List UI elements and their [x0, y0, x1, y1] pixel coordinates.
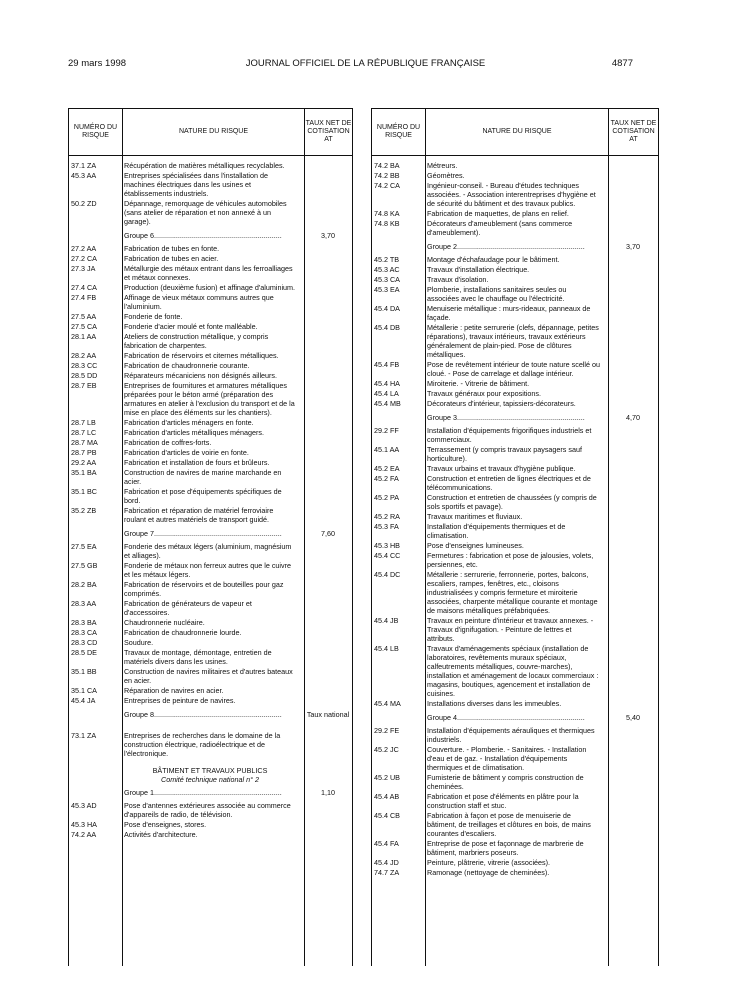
risk-description: Soudure.	[124, 638, 154, 647]
risk-code: 74.7 ZA	[374, 868, 400, 877]
risk-code: 28.7 LC	[71, 428, 97, 437]
risk-code: 28.3 BA	[71, 618, 97, 627]
group-row	[69, 706, 352, 723]
risk-description: Fabrication de tubes en acier.	[124, 254, 219, 263]
risk-code: 29.2 FF	[374, 426, 399, 435]
risk-code: 45.4 JB	[374, 616, 399, 625]
risk-code: 45.4 LA	[374, 389, 399, 398]
risk-description: Fonderie d'acier moulé et fonte malléable.	[124, 322, 258, 331]
risk-description: Travaux en peinture d'intérieur et travaux annexes. - Travaux d'ignifugation. - Peinture de lettres et attributs.	[427, 616, 594, 643]
table-row	[69, 599, 352, 617]
risk-code: 27.3 JA	[71, 264, 96, 273]
table-row	[69, 506, 352, 524]
table-header	[69, 109, 352, 156]
table-row	[69, 542, 352, 560]
table-row	[372, 285, 658, 303]
table-body-left	[69, 161, 352, 966]
risk-description: Fonderie de métaux non ferreux autres que le cuivre et les métaux légers.	[124, 561, 292, 579]
risk-description: Couverture. - Plomberie. - Sanitaires. - Installation d'eau et de gaz. - Installation d'équipements thermiques et de climatisation.	[427, 745, 587, 772]
page-date: 29 mars 1998	[68, 58, 127, 69]
risk-code: 45.4 MA	[374, 699, 401, 708]
risk-description: Construction et entretien de lignes électriques et de télécommunications.	[427, 474, 591, 492]
risk-description: Fabrication à façon et pose de menuiserie de bâtiment, de treillages et clôtures en bois, de mains courantes d'escaliers.	[427, 811, 591, 838]
risk-description: Ramonage (nettoyage de cheminées).	[427, 868, 550, 877]
risk-description: Fabrication de coffres-forts.	[124, 438, 212, 447]
risk-code: 27.2 AA	[71, 244, 97, 253]
risk-code: 28.7 EB	[71, 381, 97, 390]
table-row	[69, 254, 352, 263]
risk-description: Métreurs.	[427, 161, 458, 170]
risk-description: Fermetures : fabrication et pose de jalousies, volets, persiennes, etc.	[427, 551, 594, 569]
risk-description: Installation d'équipements aérauliques et thermiques industriels.	[427, 726, 595, 744]
risk-description: Entreprise de pose et façonnage de marbrerie de bâtiment, marbriers poseurs.	[427, 839, 584, 857]
table-row	[69, 458, 352, 467]
table-header	[372, 109, 658, 156]
group-label: Groupe 4................................................................	[427, 713, 585, 722]
col-taux: TAUX NET DE COTISATION AT	[610, 120, 657, 143]
risk-table-left	[68, 108, 353, 966]
risk-code: 35.1 BA	[71, 468, 97, 477]
rate-value: 1,10	[321, 788, 335, 797]
risk-code: 45.3 AA	[71, 171, 97, 180]
risk-code: 28.7 LB	[71, 418, 96, 427]
table-row	[372, 474, 658, 492]
risk-description: Construction de navires militaires et d'autres bateaux en acier.	[124, 667, 293, 685]
risk-description: Ingénieur-conseil. - Bureau d'études techniques associées. - Association interentreprises d'hygiène et de sécurité du bâtiment et des travaux publics.	[427, 181, 596, 208]
table-row	[69, 371, 352, 380]
risk-code: 45.4 JD	[374, 858, 399, 867]
group-row	[69, 784, 352, 801]
risk-code: 45.2 RA	[374, 512, 400, 521]
table-row	[372, 811, 658, 838]
risk-code: 45.4 CB	[374, 811, 400, 820]
table-row	[69, 801, 352, 819]
risk-description: Menuiserie métallique : murs-rideaux, panneaux de façade.	[427, 304, 591, 322]
risk-code: 73.1 ZA	[71, 731, 97, 740]
table-row	[69, 161, 352, 170]
risk-description: Fabrication d'articles métalliques ménagers.	[124, 428, 264, 437]
section-heading: Comité technique national n° 2	[161, 775, 259, 784]
risk-code: 45.4 JA	[71, 696, 96, 705]
risk-description: Métallerie : petite serrurerie (clefs, dépannage, petites réparations), travaux intérieurs, travaux extérieurs généralement de plain-pied. Pose de clôtures métalliques.	[427, 323, 599, 359]
risk-description: Fabrication et réparation de matériel ferroviaire roulant et autres matériels de transport guidé.	[124, 506, 274, 524]
group-row	[372, 709, 658, 726]
table-row	[372, 616, 658, 643]
risk-code: 37.1 ZA	[71, 161, 97, 170]
col-nature: NATURE DU RISQUE	[178, 128, 249, 135]
risk-description: Installations diverses dans les immeubles.	[427, 699, 562, 708]
risk-code: 74.8 KA	[374, 209, 400, 218]
table-row	[372, 304, 658, 322]
risk-code: 35.1 CA	[71, 686, 97, 695]
table-row	[372, 522, 658, 540]
risk-description: Travaux d'installation électrique.	[427, 265, 530, 274]
risk-code: 45.3 CA	[374, 275, 400, 284]
table-row	[372, 644, 658, 698]
risk-code: 45.2 PA	[374, 493, 400, 502]
table-row	[372, 773, 658, 791]
risk-description: Entreprises de fournitures et armatures métalliques préparées pour le béton armé (préparation des armatures en atelier à l'exclusion du transport et de la mise en place des éléments sur les chantiers).	[124, 381, 295, 417]
risk-code: 27.4 CA	[71, 283, 97, 292]
risk-description: Pose d'enseignes lumineuses.	[427, 541, 524, 550]
table-row	[372, 161, 658, 170]
table-row	[372, 379, 658, 388]
table-row	[372, 265, 658, 274]
group-label: Groupe 2................................................................	[427, 242, 585, 251]
risk-description: Miroiterie. - Vitrerie de bâtiment.	[427, 379, 530, 388]
table-row	[372, 360, 658, 378]
col-taux: TAUX NET DE COTISATION AT	[305, 120, 352, 143]
risk-code: 74.2 CA	[374, 181, 400, 190]
table-row	[69, 696, 352, 705]
table-row	[69, 468, 352, 486]
risk-code: 50.2 ZD	[71, 199, 97, 208]
table-row	[69, 686, 352, 695]
risk-code: 29.2 AA	[71, 458, 97, 467]
table-row	[372, 219, 658, 237]
table-row	[372, 745, 658, 772]
table-row	[69, 171, 352, 198]
risk-code: 45.4 AB	[374, 792, 400, 801]
risk-description: Activités d'architecture.	[124, 830, 198, 839]
risk-description: Installation d'équipements thermiques et de climatisation.	[427, 522, 566, 540]
risk-code: 74.2 AA	[71, 830, 97, 839]
risk-description: Chaudronnerie nucléaire.	[124, 618, 205, 627]
risk-description: Décorateurs d'intérieur, tapissiers-décorateurs.	[427, 399, 576, 408]
table-row	[69, 731, 352, 758]
risk-code: 45.4 LB	[374, 644, 399, 653]
risk-description: Fabrication et installation de fours et brûleurs.	[124, 458, 270, 467]
table-row	[69, 438, 352, 447]
table-row	[372, 464, 658, 473]
risk-description: Production (deuxième fusion) et affinage d'aluminium.	[124, 283, 296, 292]
table-row	[69, 428, 352, 437]
table-row	[69, 418, 352, 427]
risk-description: Travaux généraux pour expositions.	[427, 389, 541, 398]
risk-code: 35.1 BB	[71, 667, 97, 676]
risk-description: Travaux d'isolation.	[427, 275, 489, 284]
table-row	[69, 487, 352, 505]
risk-description: Métallurgie des métaux entrant dans les ferroalliages et métaux connexes.	[124, 264, 293, 282]
table-row	[69, 293, 352, 311]
risk-description: Dépannage, remorquage de véhicules automobiles (sans atelier de réparation et non annexé à un garage).	[124, 199, 287, 226]
risk-description: Fabrication et pose d'équipements spécifiques de bord.	[124, 487, 282, 505]
risk-description: Fabrication de chaudronnerie lourde.	[124, 628, 242, 637]
risk-code: 45.3 AC	[374, 265, 400, 274]
risk-code: 28.3 CA	[71, 628, 97, 637]
risk-description: Construction de navires de marine marchande en acier.	[124, 468, 282, 486]
table-row	[372, 839, 658, 857]
risk-code: 45.3 HA	[71, 820, 97, 829]
table-row	[69, 264, 352, 282]
table-row	[69, 322, 352, 331]
table-row	[69, 283, 352, 292]
table-row	[372, 323, 658, 359]
risk-code: 28.2 AA	[71, 351, 97, 360]
risk-code: 45.4 DC	[374, 570, 401, 579]
table-row	[372, 551, 658, 569]
table-row	[372, 858, 658, 867]
risk-description: Terrassement (y compris travaux paysagers sauf horticulture).	[427, 445, 582, 463]
risk-description: Fabrication d'articles ménagers en fonte.	[124, 418, 254, 427]
table-row	[372, 399, 658, 408]
table-row	[69, 766, 352, 775]
risk-description: Fabrication et pose d'éléments en plâtre pour la construction staff et stuc.	[427, 792, 579, 810]
risk-code: 74.2 BB	[374, 171, 400, 180]
risk-code: 45.2 FA	[374, 474, 399, 483]
risk-code: 74.8 KB	[374, 219, 400, 228]
table-row	[69, 361, 352, 370]
table-row	[372, 868, 658, 877]
risk-code: 45.2 UB	[374, 773, 400, 782]
risk-code: 45.2 EA	[374, 464, 400, 473]
risk-table-right	[371, 108, 659, 966]
risk-code: 28.3 AA	[71, 599, 97, 608]
table-row	[372, 541, 658, 550]
risk-description: Fonderie des métaux légers (aluminium, magnésium et alliages).	[124, 542, 292, 560]
risk-description: Pose d'antennes extérieures associée au commerce d'appareils de radio, de télévision.	[124, 801, 291, 819]
group-row	[372, 409, 658, 426]
table-row	[69, 244, 352, 253]
risk-code: 45.2 TB	[374, 255, 400, 264]
risk-description: Entreprises de recherches dans le domaine de la construction électrique, radioélectrique et de l'électronique.	[124, 731, 281, 758]
risk-description: Fonderie de fonte.	[124, 312, 183, 321]
section-heading: BÂTIMENT ET TRAVAUX PUBLICS	[152, 766, 268, 775]
table-row	[372, 171, 658, 180]
risk-code: 35.1 BC	[71, 487, 97, 496]
risk-code: 28.5 DE	[71, 648, 97, 657]
table-row	[372, 209, 658, 218]
table-row	[69, 381, 352, 417]
rate-value: Taux national	[306, 710, 350, 719]
risk-code: 45.4 DA	[374, 304, 400, 313]
rate-value: 3,70	[321, 231, 335, 240]
col-numero: NUMÉRO DU RISQUE	[376, 124, 421, 139]
table-row	[372, 445, 658, 463]
table-row	[69, 199, 352, 226]
rate-value: 7,60	[321, 529, 335, 538]
risk-code: 27.2 CA	[71, 254, 97, 263]
risk-description: Fabrication de générateurs de vapeur et d'accessoires.	[124, 599, 252, 617]
risk-code: 45.3 EA	[374, 285, 400, 294]
risk-description: Métallerie : serrurerie, ferronnerie, portes, balcons, escaliers, rampes, fenêtres, etc., cloisons industrialisées y compris fermeture et miroiterie associées, charpente métallique courante et montage de maisons métalliques préfabriquées.	[427, 570, 598, 615]
rate-value: 3,70	[626, 242, 640, 251]
table-row	[372, 493, 658, 511]
risk-description: Fabrication de réservoirs et de bouteilles pour gaz comprimés.	[124, 580, 284, 598]
risk-description: Fabrication de réservoirs et citernes métalliques.	[124, 351, 279, 360]
table-row	[69, 618, 352, 627]
risk-code: 27.5 GB	[71, 561, 98, 570]
risk-description: Montage d'échafaudage pour le bâtiment.	[427, 255, 560, 264]
table-row	[69, 448, 352, 457]
group-label: Groupe 6................................................................	[124, 231, 282, 240]
risk-code: 45.4 CC	[374, 551, 401, 560]
risk-description: Fabrication de chaudronnerie courante.	[124, 361, 250, 370]
risk-description: Installation d'équipements frigorifiques industriels et commerciaux.	[427, 426, 592, 444]
risk-description: Travaux maritimes et fluviaux.	[427, 512, 523, 521]
risk-code: 28.7 MA	[71, 438, 98, 447]
risk-description: Pose de revêtement intérieur de toute nature scellé ou cloué. - Pose de carrelage et dallage intérieur.	[427, 360, 601, 378]
risk-description: Entreprises spécialisées dans l'installation de machines électriques dans les usines et établissements industriels.	[124, 171, 269, 198]
risk-code: 45.1 AA	[374, 445, 400, 454]
table-row	[372, 570, 658, 615]
risk-description: Récupération de matières métalliques recyclables.	[124, 161, 285, 170]
risk-description: Fabrication d'articles de voirie en fonte.	[124, 448, 249, 457]
table-row	[372, 726, 658, 744]
risk-code: 28.5 DD	[71, 371, 98, 380]
risk-code: 28.3 CC	[71, 361, 98, 370]
table-row	[69, 775, 352, 784]
table-row	[372, 699, 658, 708]
risk-description: Pose d'enseignes, stores.	[124, 820, 207, 829]
table-row	[372, 181, 658, 208]
group-label: Groupe 3................................................................	[427, 413, 585, 422]
table-row	[372, 792, 658, 810]
risk-description: Fabrication de tubes en fonte.	[124, 244, 220, 253]
risk-description: Travaux urbains et travaux d'hygiène publique.	[427, 464, 576, 473]
col-nature: NATURE DU RISQUE	[482, 128, 552, 135]
table-row	[69, 667, 352, 685]
table-row	[69, 332, 352, 350]
table-row	[372, 426, 658, 444]
risk-code: 27.5 AA	[71, 312, 97, 321]
risk-description: Réparation de navires en acier.	[124, 686, 224, 695]
risk-code: 45.3 AD	[71, 801, 97, 810]
risk-description: Plomberie, installations sanitaires seules ou associées avec le chauffage ou l'électricité.	[427, 285, 567, 303]
risk-code: 45.3 HB	[374, 541, 400, 550]
table-row	[69, 830, 352, 839]
group-row	[69, 525, 352, 542]
risk-description: Ateliers de construction métallique, y compris fabrication de charpentes.	[124, 332, 269, 350]
risk-description: Décorateurs d'ameublement (sans commerce d'ameublement).	[427, 219, 573, 237]
risk-description: Travaux d'aménagements spéciaux (installation de laboratoires, revêtements muraux spéciaux, calfeutrements métalliques, couvre-marches), installation et aménagement de locaux commerciaux : magasins, boutiques, agencement et installation de cuisines.	[427, 644, 599, 698]
risk-code: 28.1 AA	[71, 332, 97, 341]
table-row	[372, 275, 658, 284]
risk-code: 29.2 FE	[374, 726, 400, 735]
risk-description: Peinture, plâtrerie, vitrerie (associées).	[427, 858, 551, 867]
table-row	[69, 638, 352, 647]
table-row	[69, 561, 352, 579]
group-row	[372, 238, 658, 255]
risk-description: Construction et entretien de chaussées (y compris de sols sportifs et pavage).	[427, 493, 597, 511]
col-numero: NUMÉRO DU RISQUE	[73, 124, 118, 139]
risk-code: 28.2 BA	[71, 580, 97, 589]
risk-description: Fumisterie de bâtiment y compris construction de cheminées.	[427, 773, 584, 791]
rate-value: 4,70	[626, 413, 640, 422]
rate-value: 5,40	[626, 713, 640, 722]
table-row	[69, 648, 352, 666]
table-row	[69, 820, 352, 829]
page-number: 4877	[611, 58, 633, 69]
risk-description: Réparateurs mécaniciens non désignés ailleurs.	[124, 371, 278, 380]
table-row	[372, 255, 658, 264]
risk-code: 45.4 FB	[374, 360, 400, 369]
table-row	[69, 312, 352, 321]
risk-description: Affinage de vieux métaux communs autres que l'aluminium.	[124, 293, 274, 311]
table-row	[372, 389, 658, 398]
risk-code: 27.5 EA	[71, 542, 97, 551]
risk-code: 28.3 CD	[71, 638, 98, 647]
risk-code: 35.2 ZB	[71, 506, 97, 515]
risk-code: 27.5 CA	[71, 322, 97, 331]
journal-title: JOURNAL OFFICIEL DE LA RÉPUBLIQUE FRANÇAISE	[245, 58, 486, 69]
risk-description: Travaux de montage, démontage, entretien de matériels divers dans les usines.	[124, 648, 272, 666]
risk-code: 45.4 HA	[374, 379, 400, 388]
table-row	[69, 351, 352, 360]
table-row	[69, 580, 352, 598]
risk-description: Entreprises de peinture de navires.	[124, 696, 236, 705]
group-label: Groupe 1................................................................	[124, 788, 282, 797]
risk-code: 28.7 PB	[71, 448, 97, 457]
risk-code: 45.3 FA	[374, 522, 399, 531]
risk-description: Fabrication de maquettes, de plans en relief.	[427, 209, 569, 218]
table-row	[372, 512, 658, 521]
group-label: Groupe 8................................................................	[124, 710, 282, 719]
risk-code: 74.2 BA	[374, 161, 400, 170]
risk-code: 45.4 DB	[374, 323, 400, 332]
risk-code: 27.4 FB	[71, 293, 97, 302]
table-body-right	[372, 161, 658, 966]
risk-description: Géomètres.	[427, 171, 465, 180]
risk-code: 45.4 FA	[374, 839, 399, 848]
group-row	[69, 227, 352, 244]
risk-code: 45.4 MB	[374, 399, 401, 408]
group-label: Groupe 7................................................................	[124, 529, 282, 538]
risk-code: 45.2 JC	[374, 745, 399, 754]
table-row	[69, 628, 352, 637]
